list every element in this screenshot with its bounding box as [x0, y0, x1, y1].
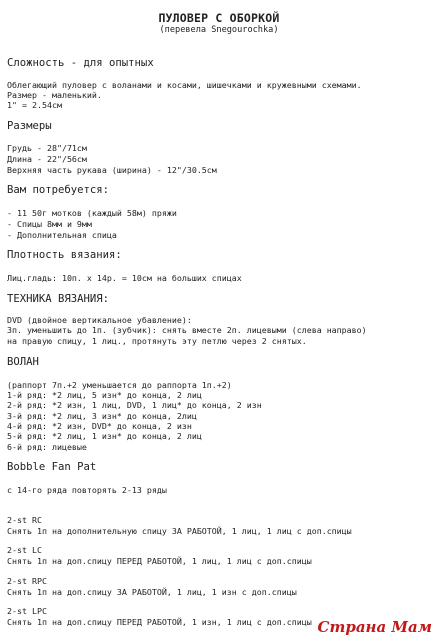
cable-name: 2-st LC: [7, 545, 42, 555]
section-heading-sizes: Размеры: [7, 120, 52, 132]
document-subtitle: (перевела Snegourochka): [159, 25, 279, 35]
text-line: 4-й ряд: *2 изн, DVD* до конца, 2 изн: [7, 421, 192, 431]
text-line: на правую спицу, 1 лиц., протянуть эту петлю через 2 снятых.: [7, 336, 307, 346]
cable-text: Снять 1п на доп.спицу ПЕРЕД РАБОТОЙ, 1 лиц, 1 лиц с доп.спицы: [7, 556, 312, 566]
text-line: 3п. уменьшить до 1п. (зубчик): снять вместе 2п. лицевыми (слева направо): [7, 325, 367, 335]
text-line: DVD (двойное вертикальное убавление):: [7, 315, 192, 325]
text-line: 5-й ряд: *2 лиц, 1 изн* до конца, 2 лиц: [7, 431, 202, 441]
text-line: - Дополнительная спица: [7, 230, 117, 240]
section-heading-ruffle: ВОЛАН: [7, 356, 39, 368]
cable-text: Снять 1п на доп.спицу ПЕРЕД РАБОТОЙ, 1 изн, 1 лиц с доп.спицы: [7, 617, 312, 627]
site-watermark: Страна Мам: [317, 618, 432, 636]
section-heading-difficulty: Сложность - для опытных: [7, 57, 154, 69]
text-line: (раппорт 7п.+2 уменьшается до раппорта 1п.+2): [7, 380, 232, 390]
text-line: Верхняя часть рукава (ширина) - 12"/30.5см: [7, 165, 217, 175]
cable-text: Снять 1п на дополнительную спицу ЗА РАБОТОЙ, 1 лиц, 1 лиц с доп.спицы: [7, 526, 352, 536]
text-line: с 14-го ряда повторять 2-13 ряды: [7, 485, 167, 495]
text-line: Размер - маленький.: [7, 90, 102, 100]
cable-name: 2-st LPC: [7, 606, 47, 616]
text-line: Облегающий пуловер с воланами и косами, шишечками и кружевными схемами.: [7, 80, 362, 90]
cable-text: Снять 1п на доп.спицу ЗА РАБОТОЙ, 1 лиц, 1 изн с доп.спицы: [7, 587, 297, 597]
cable-name: 2-st RC: [7, 515, 42, 525]
text-line: 6-й ряд: лицевые: [7, 442, 87, 452]
text-line: - Спицы 8мм и 9мм: [7, 219, 92, 229]
text-line: Длина - 22"/56см: [7, 154, 87, 164]
section-heading-materials: Вам потребуется:: [7, 184, 110, 196]
text-line: 3-й ряд: *2 лиц, 3 изн* до конца, 2лиц: [7, 411, 197, 421]
text-line: 1" = 2.54см: [7, 100, 62, 110]
text-line: 1-й ряд: *2 лиц, 5 изн* до конца, 2 лиц: [7, 390, 202, 400]
section-heading-technique: ТЕХНИКА ВЯЗАНИЯ:: [7, 293, 110, 305]
cable-name: 2-st RPC: [7, 576, 47, 586]
document-title: ПУЛОВЕР С ОБОРКОЙ: [158, 11, 280, 25]
text-line: - 11 50г мотков (каждый 58м) пряжи: [7, 208, 177, 218]
section-heading-bobble-fan: Bobble Fan Pat: [7, 461, 97, 473]
text-line: Лиц.гладь: 10п. x 14р. = 10см на больших спицах: [7, 273, 242, 283]
text-line: 2-й ряд: *2 изн, 1 лиц, DVD, 1 лиц* до конца, 2 изн: [7, 400, 262, 410]
section-heading-gauge: Плотность вязания:: [7, 249, 122, 261]
text-line: Грудь - 28"/71см: [7, 143, 87, 153]
